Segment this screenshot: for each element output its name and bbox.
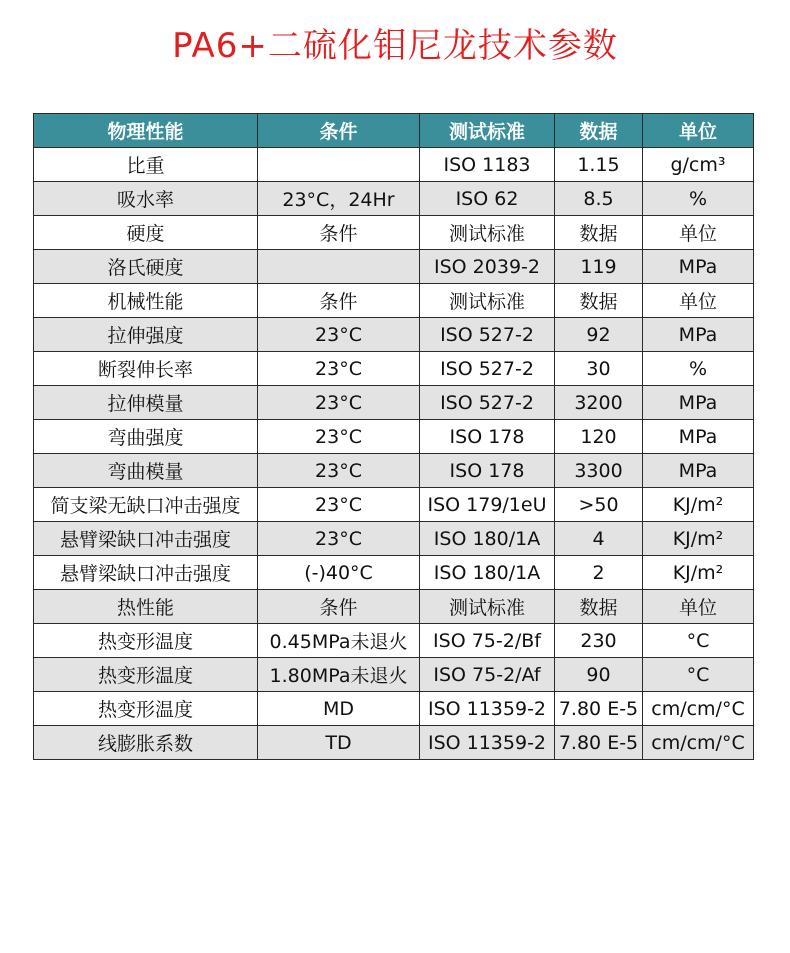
property-cell: 热性能 (34, 590, 258, 624)
standard-cell: ISO 75-2/Bf (420, 624, 555, 658)
header-value: 数据 (555, 114, 643, 148)
table-row (34, 182, 754, 216)
property-cell: 硬度 (34, 216, 258, 250)
unit-cell: MPa (643, 454, 754, 488)
property-cell: 悬臂梁缺口冲击强度 (34, 556, 258, 590)
table-row (34, 352, 754, 386)
value-cell: 数据 (555, 216, 643, 250)
table-row (34, 590, 754, 624)
table-row (34, 692, 754, 726)
condition-cell: 23°C (258, 318, 420, 352)
condition-cell: 23°C (258, 386, 420, 420)
property-cell: 热变形温度 (34, 658, 258, 692)
property-cell: 悬臂梁缺口冲击强度 (34, 522, 258, 556)
unit-cell: % (643, 182, 754, 216)
standard-cell: ISO 179/1eU (420, 488, 555, 522)
unit-cell: % (643, 352, 754, 386)
standard-cell: ISO 11359-2 (420, 726, 555, 760)
property-cell: 简支梁无缺口冲击强度 (34, 488, 258, 522)
table-row (34, 658, 754, 692)
unit-cell: 单位 (643, 590, 754, 624)
unit-cell: cm/cm/°C (643, 726, 754, 760)
value-cell: 7.80 E-5 (555, 726, 643, 760)
condition-cell: 0.45MPa未退火 (258, 624, 420, 658)
property-cell: 拉伸强度 (34, 318, 258, 352)
condition-cell: 条件 (258, 590, 420, 624)
property-cell: 线膨胀系数 (34, 726, 258, 760)
spec-table (33, 113, 754, 760)
unit-cell: KJ/m² (643, 556, 754, 590)
standard-cell: ISO 2039-2 (420, 250, 555, 284)
header-condition: 条件 (258, 114, 420, 148)
value-cell: 3300 (555, 454, 643, 488)
standard-cell: ISO 11359-2 (420, 692, 555, 726)
table-row (34, 148, 754, 182)
value-cell: 数据 (555, 284, 643, 318)
unit-cell: cm/cm/°C (643, 692, 754, 726)
standard-cell: ISO 180/1A (420, 522, 555, 556)
standard-cell: ISO 178 (420, 454, 555, 488)
condition-cell: 23°C (258, 454, 420, 488)
table-row (34, 454, 754, 488)
standard-cell: 测试标准 (420, 216, 555, 250)
value-cell: 4 (555, 522, 643, 556)
table-row (34, 522, 754, 556)
condition-cell: 23°C，24Hr (258, 182, 420, 216)
property-cell: 洛氏硬度 (34, 250, 258, 284)
property-cell: 断裂伸长率 (34, 352, 258, 386)
value-cell: 120 (555, 420, 643, 454)
table-header-row (34, 114, 754, 148)
unit-cell: 单位 (643, 216, 754, 250)
table-row (34, 420, 754, 454)
table-row (34, 250, 754, 284)
page-title: PA6+二硫化钼尼龙技术参数 (172, 26, 618, 66)
condition-cell (258, 148, 420, 182)
header-property: 物理性能 (34, 114, 258, 148)
value-cell: 8.5 (555, 182, 643, 216)
standard-cell: ISO 527-2 (420, 318, 555, 352)
condition-cell: (-)40°C (258, 556, 420, 590)
table-row (34, 386, 754, 420)
standard-cell: 测试标准 (420, 590, 555, 624)
standard-cell: ISO 75-2/Af (420, 658, 555, 692)
condition-cell: 23°C (258, 488, 420, 522)
unit-cell: KJ/m² (643, 488, 754, 522)
value-cell: 7.80 E-5 (555, 692, 643, 726)
value-cell: 230 (555, 624, 643, 658)
condition-cell: 条件 (258, 216, 420, 250)
table-row (34, 284, 754, 318)
standard-cell: 测试标准 (420, 284, 555, 318)
table-row (34, 488, 754, 522)
property-cell: 弯曲模量 (34, 454, 258, 488)
value-cell: 92 (555, 318, 643, 352)
value-cell: 30 (555, 352, 643, 386)
value-cell: 3200 (555, 386, 643, 420)
value-cell: 119 (555, 250, 643, 284)
property-cell: 热变形温度 (34, 624, 258, 658)
header-standard: 测试标准 (420, 114, 555, 148)
condition-cell (258, 250, 420, 284)
property-cell: 拉伸模量 (34, 386, 258, 420)
standard-cell: ISO 527-2 (420, 352, 555, 386)
property-cell: 机械性能 (34, 284, 258, 318)
standard-cell: ISO 1183 (420, 148, 555, 182)
value-cell: 90 (555, 658, 643, 692)
value-cell: >50 (555, 488, 643, 522)
standard-cell: ISO 527-2 (420, 386, 555, 420)
condition-cell: 23°C (258, 522, 420, 556)
standard-cell: ISO 62 (420, 182, 555, 216)
table-row (34, 318, 754, 352)
value-cell: 2 (555, 556, 643, 590)
unit-cell: MPa (643, 318, 754, 352)
condition-cell: TD (258, 726, 420, 760)
unit-cell: MPa (643, 386, 754, 420)
standard-cell: ISO 178 (420, 420, 555, 454)
condition-cell: 1.80MPa未退火 (258, 658, 420, 692)
unit-cell: 单位 (643, 284, 754, 318)
unit-cell: °C (643, 658, 754, 692)
property-cell: 比重 (34, 148, 258, 182)
unit-cell: KJ/m² (643, 522, 754, 556)
table-row (34, 726, 754, 760)
value-cell: 1.15 (555, 148, 643, 182)
table-row (34, 216, 754, 250)
property-cell: 吸水率 (34, 182, 258, 216)
unit-cell: MPa (643, 250, 754, 284)
unit-cell: °C (643, 624, 754, 658)
condition-cell: MD (258, 692, 420, 726)
standard-cell: ISO 180/1A (420, 556, 555, 590)
condition-cell: 23°C (258, 352, 420, 386)
property-cell: 弯曲强度 (34, 420, 258, 454)
condition-cell: 23°C (258, 420, 420, 454)
unit-cell: g/cm³ (643, 148, 754, 182)
value-cell: 数据 (555, 590, 643, 624)
unit-cell: MPa (643, 420, 754, 454)
property-cell: 热变形温度 (34, 692, 258, 726)
table-row (34, 556, 754, 590)
table-row (34, 624, 754, 658)
condition-cell: 条件 (258, 284, 420, 318)
header-unit: 单位 (643, 114, 754, 148)
